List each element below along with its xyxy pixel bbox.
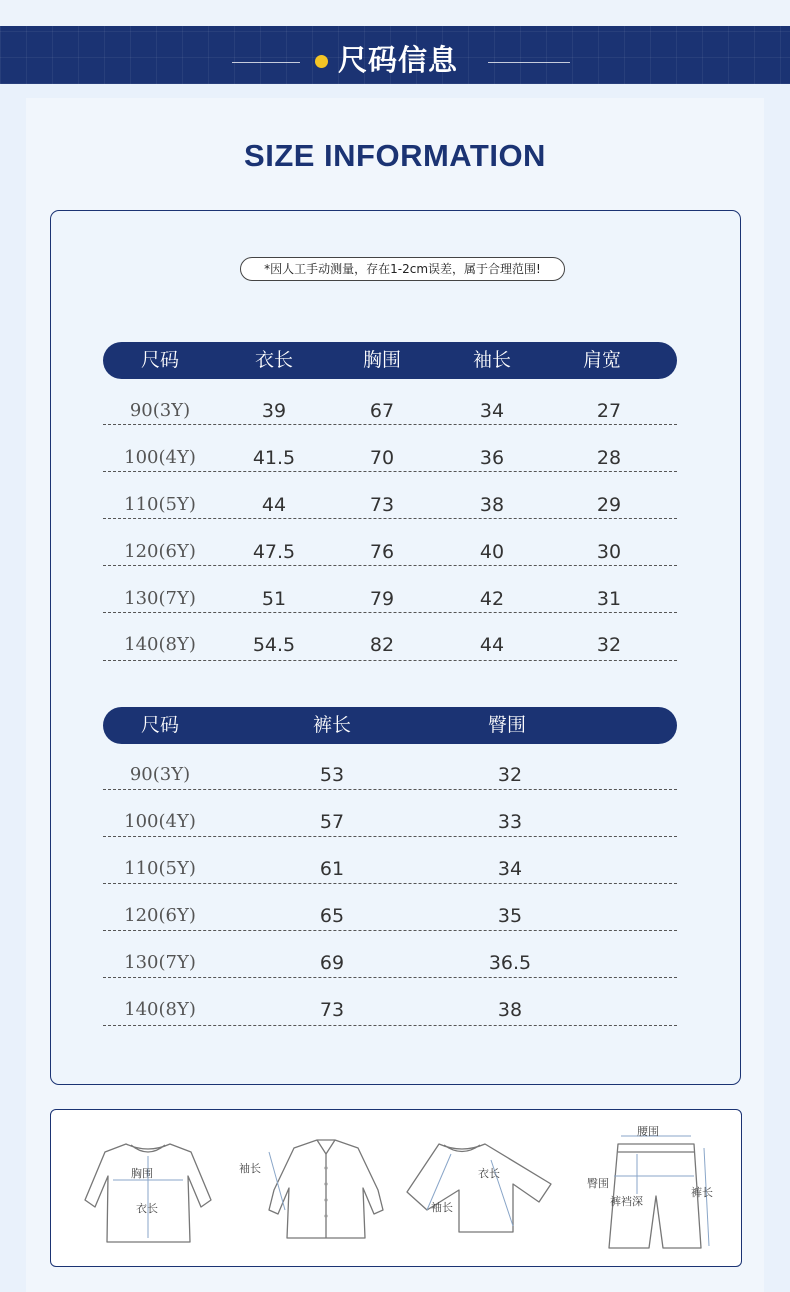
value-cell: 44 bbox=[479, 634, 505, 656]
value-cell: 32 bbox=[497, 764, 523, 786]
value-cell: 53 bbox=[319, 764, 345, 786]
raglan-shirt-outline-icon bbox=[407, 1144, 551, 1232]
value-cell: 27 bbox=[596, 400, 622, 422]
size-cell: 120(6Y) bbox=[124, 541, 196, 562]
size-cell: 100(4Y) bbox=[124, 811, 196, 832]
value-cell: 42 bbox=[479, 588, 505, 610]
size-cell: 90(3Y) bbox=[129, 400, 191, 421]
value-cell: 38 bbox=[497, 999, 523, 1021]
table-row bbox=[103, 884, 677, 931]
section-banner bbox=[0, 26, 790, 84]
value-cell: 36 bbox=[479, 447, 505, 469]
value-cell: 65 bbox=[319, 905, 345, 927]
size-cell: 90(3Y) bbox=[129, 764, 191, 785]
banner-dot-icon bbox=[315, 55, 328, 68]
header-cell: 胸围 bbox=[362, 349, 402, 371]
bottom-table-header bbox=[103, 707, 677, 744]
value-cell: 33 bbox=[497, 811, 523, 833]
banner-title: 尺码信息 bbox=[338, 43, 459, 77]
value-cell: 54.5 bbox=[252, 634, 296, 656]
header-cell: 尺码 bbox=[140, 714, 180, 736]
waist-label: 腰围 bbox=[637, 1125, 659, 1138]
value-cell: 32 bbox=[596, 634, 622, 656]
header-cell: 肩宽 bbox=[582, 349, 622, 371]
value-cell: 73 bbox=[319, 999, 345, 1021]
value-cell: 41.5 bbox=[252, 447, 296, 469]
value-cell: 70 bbox=[369, 447, 395, 469]
table-row bbox=[103, 979, 677, 1026]
value-cell: 38 bbox=[479, 494, 505, 516]
hip-label: 臀围 bbox=[587, 1177, 609, 1190]
size-cell: 140(8Y) bbox=[124, 634, 196, 655]
value-cell: 79 bbox=[369, 588, 395, 610]
header-cell: 袖长 bbox=[472, 349, 512, 371]
value-cell: 69 bbox=[319, 952, 345, 974]
page-heading: SIZE INFORMATION bbox=[244, 138, 546, 173]
measurement-diagram-card bbox=[50, 1109, 742, 1267]
header-cell: 臀围 bbox=[487, 714, 527, 736]
table-row bbox=[103, 837, 677, 884]
value-cell: 44 bbox=[261, 494, 287, 516]
value-cell: 61 bbox=[319, 858, 345, 880]
value-cell: 82 bbox=[369, 634, 395, 656]
banner-line-left bbox=[232, 62, 300, 63]
size-cell: 110(5Y) bbox=[124, 858, 196, 879]
rise-label: 裤裆深 bbox=[610, 1195, 643, 1208]
sleeve-label: 袖长 bbox=[239, 1162, 261, 1175]
top-strip bbox=[0, 0, 790, 26]
value-cell: 34 bbox=[497, 858, 523, 880]
size-cell: 120(6Y) bbox=[124, 905, 196, 926]
table-row bbox=[103, 790, 677, 837]
value-cell: 35 bbox=[497, 905, 523, 927]
length-label: 衣长 bbox=[136, 1202, 158, 1215]
value-cell: 36.5 bbox=[488, 952, 532, 974]
size-cell: 140(8Y) bbox=[124, 999, 196, 1020]
shirt-length-label: 衣长 bbox=[478, 1167, 500, 1180]
table-row bbox=[103, 614, 677, 661]
table-row bbox=[103, 519, 677, 566]
size-cell: 100(4Y) bbox=[124, 447, 196, 468]
table-row bbox=[103, 472, 677, 519]
header-cell: 衣长 bbox=[254, 349, 294, 371]
value-cell: 28 bbox=[596, 447, 622, 469]
size-cell: 110(5Y) bbox=[124, 494, 196, 515]
measurement-note: *因人工手动测量，存在1-2cm误差，属于合理范围! bbox=[240, 257, 565, 281]
value-cell: 47.5 bbox=[252, 541, 296, 563]
header-cell: 裤长 bbox=[312, 714, 352, 736]
value-cell: 31 bbox=[596, 588, 622, 610]
value-cell: 40 bbox=[479, 541, 505, 563]
chest-label: 胸围 bbox=[131, 1167, 153, 1180]
size-cell: 130(7Y) bbox=[124, 952, 196, 973]
raglan-sleeve-label: 袖长 bbox=[431, 1201, 453, 1214]
pant-length-label: 裤长 bbox=[691, 1186, 713, 1199]
table-row bbox=[103, 743, 677, 790]
table-row bbox=[103, 378, 677, 425]
top-table-header bbox=[103, 342, 677, 379]
value-cell: 34 bbox=[479, 400, 505, 422]
value-cell: 29 bbox=[596, 494, 622, 516]
header-cell: 尺码 bbox=[140, 349, 180, 371]
value-cell: 51 bbox=[261, 588, 287, 610]
value-cell: 30 bbox=[596, 541, 622, 563]
table-row bbox=[103, 425, 677, 472]
table-row bbox=[103, 566, 677, 613]
value-cell: 39 bbox=[261, 400, 287, 422]
value-cell: 76 bbox=[369, 541, 395, 563]
value-cell: 57 bbox=[319, 811, 345, 833]
table-row bbox=[103, 931, 677, 978]
value-cell: 67 bbox=[369, 400, 395, 422]
banner-line-right bbox=[488, 62, 570, 63]
value-cell: 73 bbox=[369, 494, 395, 516]
size-cell: 130(7Y) bbox=[124, 588, 196, 609]
